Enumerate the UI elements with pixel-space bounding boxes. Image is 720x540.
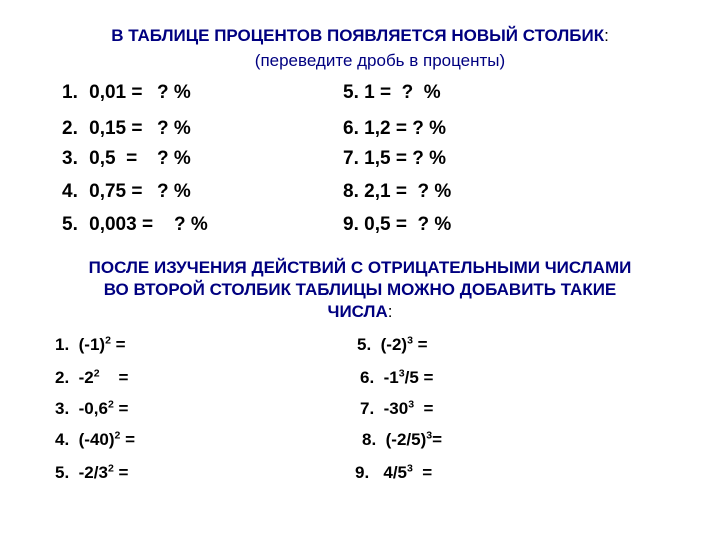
item-number: 2. [55, 368, 70, 387]
item-exponent: 2 [105, 334, 111, 347]
item-base: 4/5 [378, 463, 407, 482]
item-expression: 0,01 = [89, 82, 143, 103]
list-item [62, 214, 153, 236]
list-item [362, 430, 442, 450]
item-number: 7. [360, 399, 375, 418]
item-exponent: 2 [93, 367, 100, 380]
item-number: 1. [55, 335, 70, 354]
item-number: 5. [62, 214, 78, 235]
item-question: ? % [174, 214, 208, 235]
item-question: ? % [157, 82, 191, 103]
item-tail: = [414, 399, 434, 418]
item-tail: = [412, 463, 433, 482]
item-number: 3. [55, 399, 70, 418]
item-exponent: 3 [407, 334, 413, 347]
section2-title-colon: : [387, 302, 393, 321]
list-item [360, 368, 433, 388]
item-number: 9. [355, 463, 370, 482]
item-number: 4. [55, 430, 70, 449]
item-expression: 0,003 = [89, 214, 154, 235]
section1-title-text: В ТАБЛИЦЕ ПРОЦЕНТОВ ПОЯВЛЯЕТСЯ НОВЫЙ СТОЛБИК [111, 26, 605, 45]
item-tail: = [412, 335, 428, 354]
item-exponent: 3 [426, 429, 433, 442]
item-exponent: 2 [114, 429, 121, 442]
list-item [55, 430, 135, 450]
section2-title-line2: ВО ВТОРОЙ СТОЛБИК ТАБЛИЦЫ МОЖНО ДОБАВИТЬ ТАКИЕ [103, 280, 617, 299]
item-question: ? % [157, 148, 191, 169]
list-item [355, 463, 432, 483]
item-number: 3. [62, 148, 78, 169]
item-number: 6. [360, 368, 375, 387]
item-base: -0,6 [78, 399, 108, 418]
list-item [55, 399, 128, 419]
item-expression: 0,75 = [89, 181, 143, 202]
item-tail: = [99, 368, 129, 387]
item-number: 1. [62, 82, 78, 103]
item-tail: = [432, 430, 443, 449]
section2-title-line1: ПОСЛЕ ИЗУЧЕНИЯ ДЕЙСТВИЙ С ОТРИЦАТЕЛЬНЫМИ ЧИСЛАМИ [88, 258, 632, 277]
item-question: ? % [157, 118, 191, 139]
item-base: -30 [383, 399, 409, 418]
item-number: 2. [62, 118, 78, 139]
list-item [62, 148, 137, 170]
item-number: 5. [357, 335, 372, 354]
list-item [360, 399, 433, 419]
item-number: 5. [55, 463, 70, 482]
list-item: 8. 2,1 = ? % [343, 181, 452, 202]
item-tail: = [113, 399, 129, 418]
list-item [55, 335, 126, 355]
item-base: (-2) [380, 335, 408, 354]
list-item: 9. 0,5 = ? % [343, 214, 452, 235]
item-exponent: 3 [398, 367, 405, 380]
item-base: -2/3 [78, 463, 108, 482]
item-base: -2 [78, 368, 94, 387]
item-base: (-1) [78, 335, 106, 354]
list-item [357, 335, 428, 355]
section1-subtitle: (переведите дробь в проценты) [254, 51, 506, 70]
list-item [55, 368, 128, 388]
item-expression: 0,5 = [89, 148, 138, 169]
section1-title-colon: : [604, 26, 609, 45]
item-number: 4. [62, 181, 78, 202]
section1-title [0, 26, 720, 46]
item-question: ? % [157, 181, 191, 202]
item-exponent: 3 [408, 398, 415, 411]
item-number: 8. [362, 430, 377, 449]
item-base: -1 [383, 368, 399, 387]
item-expression: 0,15 = [89, 118, 143, 139]
list-item [62, 181, 143, 203]
section2-title-line3-text: ЧИСЛА [327, 302, 388, 321]
list-item [55, 463, 128, 483]
item-base: (-2/5) [385, 430, 427, 449]
item-exponent: 2 [107, 462, 114, 475]
list-item: 5. 1 = ? % [343, 82, 441, 103]
item-tail: = [110, 335, 126, 354]
item-base: (-40) [78, 430, 115, 449]
item-exponent: 3 [407, 462, 413, 475]
list-item [62, 82, 143, 104]
section2-title-line3 [0, 302, 720, 322]
item-tail: /5 = [404, 368, 434, 387]
list-item: 6. 1,2 = ? % [343, 118, 446, 139]
item-exponent: 2 [107, 398, 114, 411]
list-item [62, 118, 143, 140]
item-tail: = [113, 463, 129, 482]
item-tail: = [120, 430, 136, 449]
list-item: 7. 1,5 = ? % [343, 148, 446, 169]
